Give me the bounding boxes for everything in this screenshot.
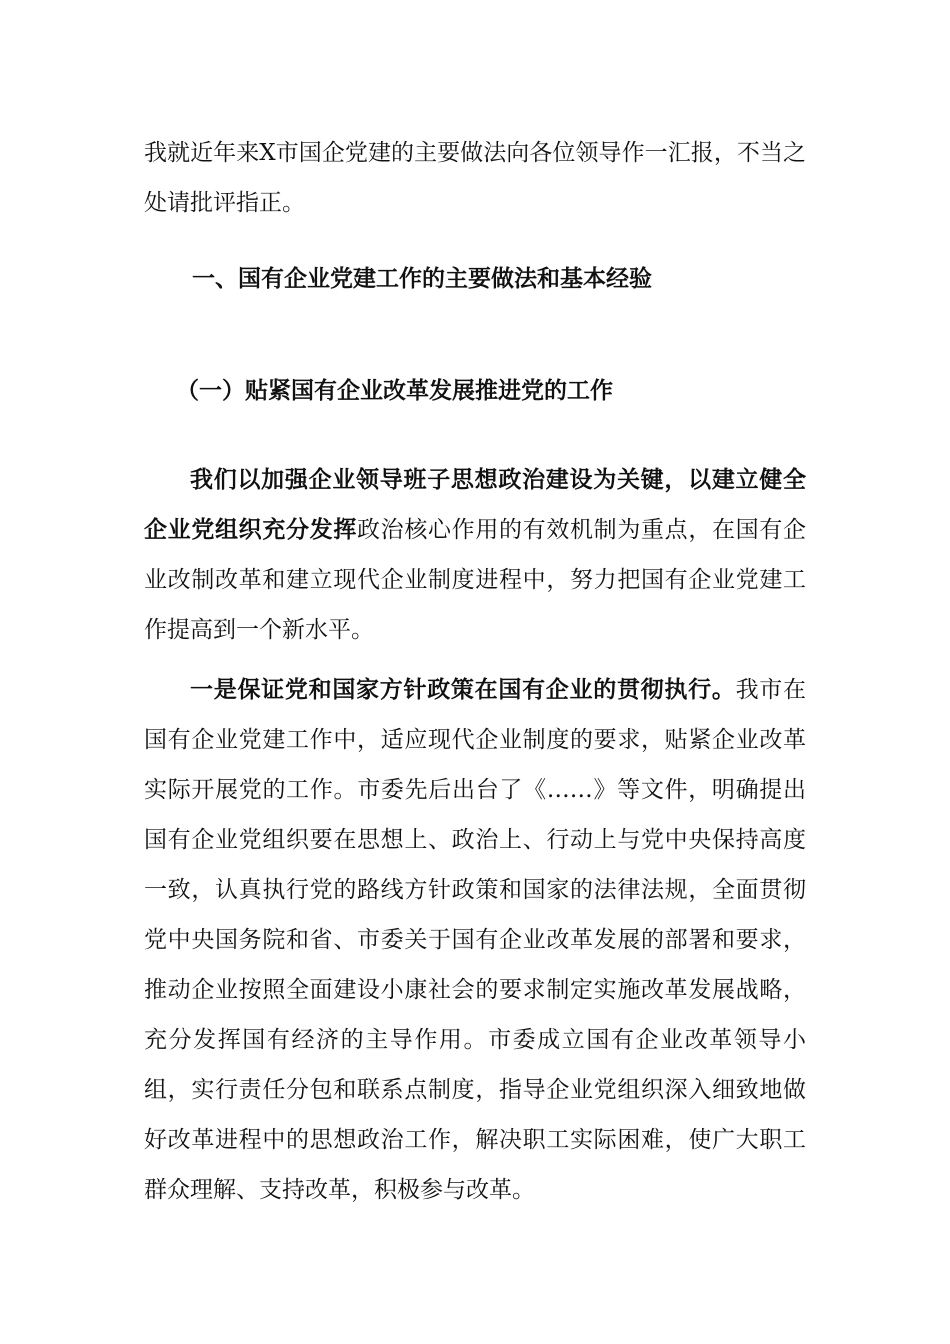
section-heading: 一、国有企业党建工作的主要做法和基本经验: [192, 265, 652, 292]
intro-paragraph: 我就近年来X市国企党建的主要做法向各位领导作一汇报，不当之处请批评指正。: [144, 140, 806, 216]
paragraph-3: [144, 665, 806, 1215]
paragraph-3-bold-lead: 一是保证党和国家方针政策在国有企业的贯彻执行。: [190, 676, 736, 703]
paragraph-2-body: 政治核心作用的有效机制为重点，在国有企业改制改革和建立现代企业制度进程中，努力把国有企业党建工作提高到一个新水平。: [144, 517, 807, 643]
paragraph-2-bold-lead: 我们以加强企业领导班子思想政治建设为关键，以建立健全企业党组织充分发挥: [144, 466, 806, 543]
subsection-heading: （一）贴紧国有企业改革发展推进党的工作: [176, 377, 613, 404]
paragraph-2: [144, 455, 806, 655]
paragraph-3-body: 我市在国有企业党建工作中，适应现代企业制度的要求，贴紧企业改革实际开展党的工作。市委先后出台了《……》等文件，明确提出国有企业党组织要在思想上、政治上、行动上与党中央保持高度一致，认真执行党的路线方针政策和国家的法律法规，全面贯彻党中央国务院和省、市委关于国有企业改革发展的部署和要求，推动企业按照全面建设小康社会的要求制定实施改革发展战略，充分发挥国有经济的主导作用。市委成立国有企业改革领导小组，实行责任分包和联系点制度，指导企业党组织深入细致地做好改革进程中的思想政治工作，解决职工实际困难，使广大职工群众理解、支持改革，积极参与改革。: [144, 677, 807, 1203]
